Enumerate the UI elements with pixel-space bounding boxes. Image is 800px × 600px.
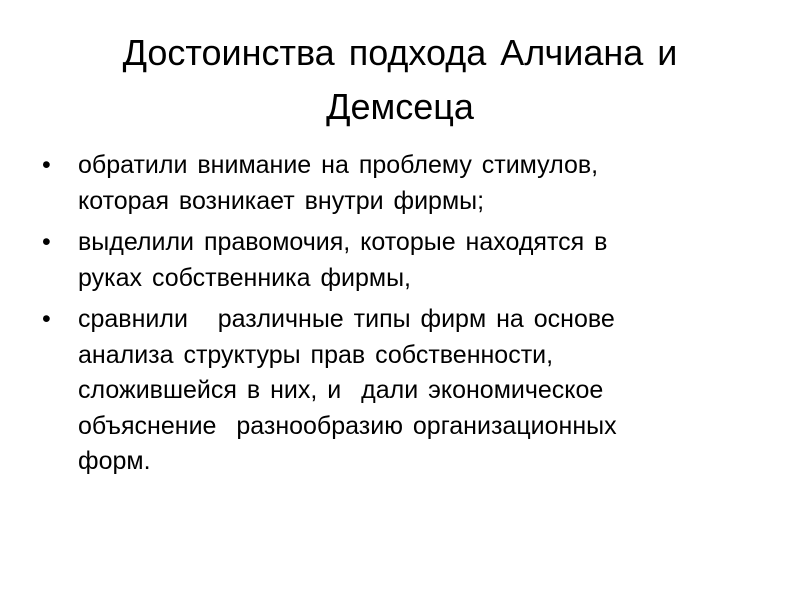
bullet-dot-icon: • bbox=[42, 305, 51, 333]
bullet-text-line: выделили правомочия, которые находятся в bbox=[78, 228, 608, 256]
bullet-item bbox=[40, 302, 750, 480]
slide-title bbox=[40, 26, 760, 134]
bullet-dot-icon: • bbox=[42, 228, 51, 256]
bullet-text-line: объяснение разнообразию организационных bbox=[78, 411, 617, 440]
slide-title-line: Демсеца bbox=[326, 86, 474, 127]
bullet-text-line: анализа структуры прав собственности, bbox=[78, 340, 554, 369]
bullet-text-line: руках собственника фирмы, bbox=[78, 263, 411, 292]
bullet-text-line: сложившейся в них, и дали экономическое bbox=[78, 376, 604, 404]
bullet-list bbox=[40, 148, 750, 480]
bullet-item bbox=[40, 148, 750, 219]
bullet-text-line: сравнили различные типы фирм на основе bbox=[78, 305, 615, 333]
slide-title-line: Достоинства подхода Алчиана и bbox=[122, 32, 678, 73]
bullet-item bbox=[40, 225, 750, 296]
bullet-text-line: которая возникает внутри фирмы; bbox=[78, 186, 485, 215]
bullet-dot-icon: • bbox=[42, 151, 51, 179]
bullet-text-line: форм. bbox=[78, 447, 151, 475]
bullet-text-line: обратили внимание на проблему стимулов, bbox=[78, 151, 599, 179]
